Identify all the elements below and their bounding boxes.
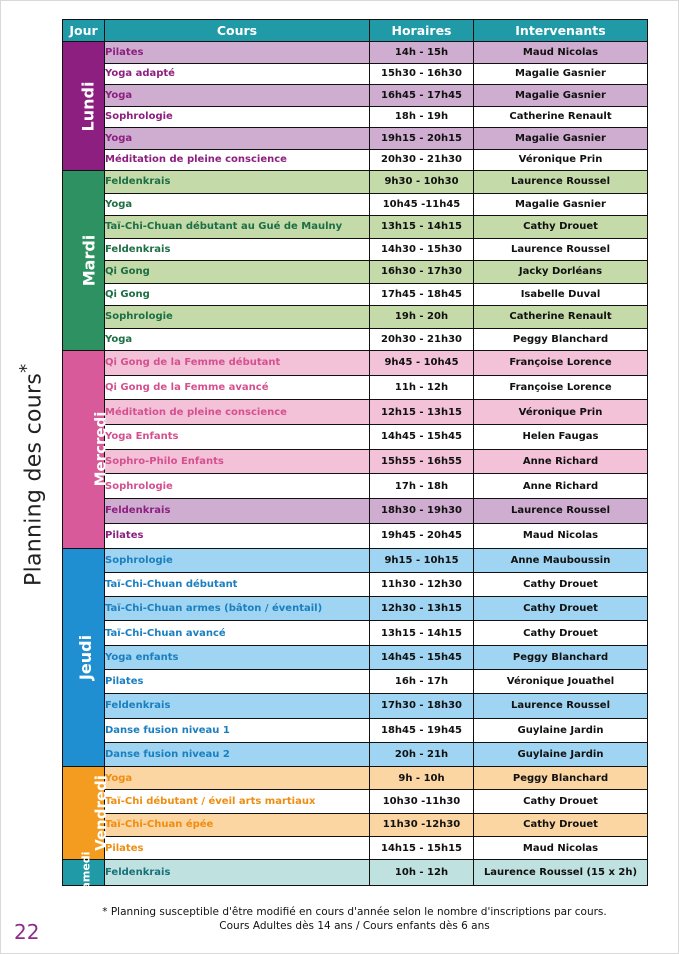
course-cell: Taï-Chi-Chuan avancé	[105, 621, 370, 645]
time-cell: 19h15 - 20h15	[370, 128, 474, 150]
time-cell: 15h30 - 16h30	[370, 63, 474, 85]
course-cell: Méditation de pleine conscience	[105, 149, 370, 171]
teacher-cell: Cathy Drouet	[474, 813, 648, 836]
table-row	[63, 193, 648, 216]
teacher-cell: Anne Mauboussin	[474, 548, 648, 572]
table-row	[63, 283, 648, 306]
course-cell: Sophro-Philo Enfants	[105, 449, 370, 474]
course-cell: Yoga	[105, 128, 370, 150]
course-cell: Pilates	[105, 669, 370, 693]
time-cell: 11h30 - 12h30	[370, 572, 474, 596]
time-cell: 18h30 - 19h30	[370, 499, 474, 524]
header-teacher: Intervenants	[474, 20, 648, 42]
course-cell: Taï-Chi-Chuan épée	[105, 813, 370, 836]
teacher-cell: Magalie Gasnier	[474, 193, 648, 216]
course-cell: Feldenkrais	[105, 171, 370, 194]
table-row	[63, 449, 648, 474]
table-row	[63, 375, 648, 400]
teacher-cell: Véronique Prin	[474, 400, 648, 425]
course-cell: Pilates	[105, 523, 370, 548]
time-cell: 14h30 - 15h30	[370, 238, 474, 261]
day-cell-vendredi	[63, 767, 110, 860]
course-cell: Feldenkrais	[105, 694, 370, 718]
time-cell: 19h - 20h	[370, 306, 474, 329]
time-cell: 13h15 - 14h15	[370, 621, 474, 645]
course-cell: Yoga	[105, 328, 370, 351]
teacher-cell: Maud Nicolas	[474, 523, 648, 548]
teacher-cell: Guylaine Jardin	[474, 718, 648, 742]
table-header-row	[63, 20, 648, 42]
teacher-cell: Maud Nicolas	[474, 837, 648, 860]
time-cell: 20h - 21h	[370, 742, 474, 766]
day-label: Mercredi	[91, 411, 110, 487]
course-cell: Méditation de pleine conscience	[105, 400, 370, 425]
table-row	[63, 742, 648, 766]
course-cell: Danse fusion niveau 1	[105, 718, 370, 742]
course-cell: Qi Gong	[105, 283, 370, 306]
course-cell: Pilates	[105, 42, 370, 64]
time-cell: 16h - 17h	[370, 669, 474, 693]
footnote	[62, 905, 647, 933]
header-course: Cours	[105, 20, 370, 42]
day-label: Vendredi	[91, 775, 110, 852]
course-cell: Yoga	[105, 193, 370, 216]
table-row	[63, 813, 648, 836]
course-cell: Yoga	[105, 85, 370, 107]
time-cell: 12h30 - 13h15	[370, 597, 474, 621]
table-row	[63, 548, 648, 572]
time-cell: 12h15 - 13h15	[370, 400, 474, 425]
teacher-cell: Catherine Renault	[474, 106, 648, 128]
day-label: Mardi	[79, 234, 99, 287]
teacher-cell: Cathy Drouet	[474, 790, 648, 813]
time-cell: 17h - 18h	[370, 474, 474, 499]
teacher-cell: Cathy Drouet	[474, 597, 648, 621]
teacher-cell: Cathy Drouet	[474, 621, 648, 645]
teacher-cell: Cathy Drouet	[474, 216, 648, 239]
day-cell-mercredi	[63, 351, 110, 549]
table-row	[63, 400, 648, 425]
time-cell: 14h45 - 15h45	[370, 645, 474, 669]
day-cell-samedi	[63, 851, 105, 898]
time-cell: 14h45 - 15h45	[370, 425, 474, 450]
time-cell: 11h30 -12h30	[370, 813, 474, 836]
time-cell: 17h30 - 18h30	[370, 694, 474, 718]
teacher-cell: Laurence Roussel	[474, 694, 648, 718]
table-row	[63, 351, 648, 376]
time-cell: 9h - 10h	[370, 767, 474, 790]
teacher-cell: Maud Nicolas	[474, 42, 648, 64]
table-row	[63, 42, 648, 64]
course-cell: Feldenkrais	[105, 499, 370, 524]
table-row	[63, 718, 648, 742]
table-row	[63, 767, 648, 790]
table-row	[63, 790, 648, 813]
header-time: Horaires	[370, 20, 474, 42]
course-cell: Yoga	[105, 767, 370, 790]
course-cell: Qi Gong de la Femme avancé	[105, 375, 370, 400]
time-cell: 13h15 - 14h15	[370, 216, 474, 239]
table-row	[63, 621, 648, 645]
course-cell: Taï-Chi-Chuan débutant	[105, 572, 370, 596]
teacher-cell: Magalie Gasnier	[474, 85, 648, 107]
table-row	[63, 499, 648, 524]
time-cell: 9h30 - 10h30	[370, 171, 474, 194]
table-row	[63, 63, 648, 85]
table-row	[63, 85, 648, 107]
day-label: Lundi	[78, 81, 98, 131]
time-cell: 10h45 -11h45	[370, 193, 474, 216]
teacher-cell: Véronique Jouathel	[474, 669, 648, 693]
table-row	[63, 149, 648, 171]
course-cell: Qi Gong de la Femme débutant	[105, 351, 370, 376]
course-cell: Danse fusion niveau 2	[105, 742, 370, 766]
table-row	[63, 572, 648, 596]
course-cell: Qi Gong	[105, 261, 370, 284]
course-cell: Sophrologie	[105, 106, 370, 128]
course-cell: Taï-Chi-Chuan débutant au Gué de Maulny	[105, 216, 370, 239]
table-row	[63, 837, 648, 860]
time-cell: 20h30 - 21h30	[370, 149, 474, 171]
course-cell: Taï-Chi-Chuan armes (bâton / éventail)	[105, 597, 370, 621]
header-day: Jour	[63, 20, 105, 42]
table-row	[63, 328, 648, 351]
day-cell-jeudi	[63, 548, 105, 767]
table-row	[63, 238, 648, 261]
table-row	[63, 171, 648, 194]
teacher-cell: Laurence Roussel (15 x 2h)	[474, 860, 648, 886]
time-cell: 19h45 - 20h45	[370, 523, 474, 548]
teacher-cell: Véronique Prin	[474, 149, 648, 171]
course-cell: Yoga adapté	[105, 63, 370, 85]
table-row	[63, 261, 648, 284]
course-cell: Yoga enfants	[105, 645, 370, 669]
teacher-cell: Guylaine Jardin	[474, 742, 648, 766]
teacher-cell: Laurence Roussel	[474, 499, 648, 524]
time-cell: 18h45 - 19h45	[370, 718, 474, 742]
teacher-cell: Anne Richard	[474, 474, 648, 499]
table-row	[63, 128, 648, 150]
course-cell: Feldenkrais	[105, 860, 370, 886]
table-row	[63, 597, 648, 621]
teacher-cell: Anne Richard	[474, 449, 648, 474]
teacher-cell: Cathy Drouet	[474, 572, 648, 596]
course-cell: Feldenkrais	[105, 238, 370, 261]
time-cell: 14h - 15h	[370, 42, 474, 64]
teacher-cell: Magalie Gasnier	[474, 63, 648, 85]
table-row	[63, 474, 648, 499]
day-cell-mardi	[63, 171, 105, 351]
time-cell: 20h30 - 21h30	[370, 328, 474, 351]
course-cell: Sophrologie	[105, 306, 370, 329]
time-cell: 10h30 -11h30	[370, 790, 474, 813]
teacher-cell: Françoise Lorence	[474, 375, 648, 400]
table-row	[63, 306, 648, 329]
time-cell: 14h15 - 15h15	[370, 837, 474, 860]
course-cell: Taï-Chi débutant / éveil arts martiaux	[105, 790, 370, 813]
footnote-line-1: * Planning susceptible d'être modifié en cours d'année selon le nombre d'inscriptions par cours.	[102, 906, 607, 918]
table-row	[63, 860, 648, 886]
table-row	[63, 106, 648, 128]
teacher-cell: Peggy Blanchard	[474, 328, 648, 351]
day-label: Jeudi	[76, 634, 96, 680]
time-cell: 17h45 - 18h45	[370, 283, 474, 306]
course-cell: Yoga Enfants	[105, 425, 370, 450]
page-title: Planning des cours*	[16, 363, 47, 586]
time-cell: 9h45 - 10h45	[370, 351, 474, 376]
time-cell: 11h - 12h	[370, 375, 474, 400]
course-cell: Sophrologie	[105, 548, 370, 572]
teacher-cell: Helen Faugas	[474, 425, 648, 450]
teacher-cell: Peggy Blanchard	[474, 767, 648, 790]
table-row	[63, 669, 648, 693]
time-cell: 9h15 - 10h15	[370, 548, 474, 572]
table-row	[63, 694, 648, 718]
teacher-cell: Jacky Dorléans	[474, 261, 648, 284]
time-cell: 18h - 19h	[370, 106, 474, 128]
planning-body	[63, 42, 648, 898]
time-cell: 15h55 - 16h55	[370, 449, 474, 474]
teacher-cell: Françoise Lorence	[474, 351, 648, 376]
time-cell: 10h - 12h	[370, 860, 474, 886]
table-row	[63, 216, 648, 239]
teacher-cell: Magalie Gasnier	[474, 128, 648, 150]
planning-table	[62, 19, 648, 898]
day-cell-lundi	[63, 42, 105, 171]
teacher-cell: Laurence Roussel	[474, 238, 648, 261]
teacher-cell: Catherine Renault	[474, 306, 648, 329]
footnote-line-2: Cours Adultes dès 14 ans / Cours enfants dès 6 ans	[219, 920, 490, 932]
table-row	[63, 425, 648, 450]
teacher-cell: Peggy Blanchard	[474, 645, 648, 669]
time-cell: 16h30 - 17h30	[370, 261, 474, 284]
day-label: Samedi	[79, 851, 93, 898]
time-cell: 16h45 - 17h45	[370, 85, 474, 107]
page-number: 22	[14, 920, 40, 944]
course-cell: Sophrologie	[105, 474, 370, 499]
table-row	[63, 523, 648, 548]
teacher-cell: Laurence Roussel	[474, 171, 648, 194]
teacher-cell: Isabelle Duval	[474, 283, 648, 306]
table-row	[63, 645, 648, 669]
course-cell: Pilates	[105, 837, 370, 860]
